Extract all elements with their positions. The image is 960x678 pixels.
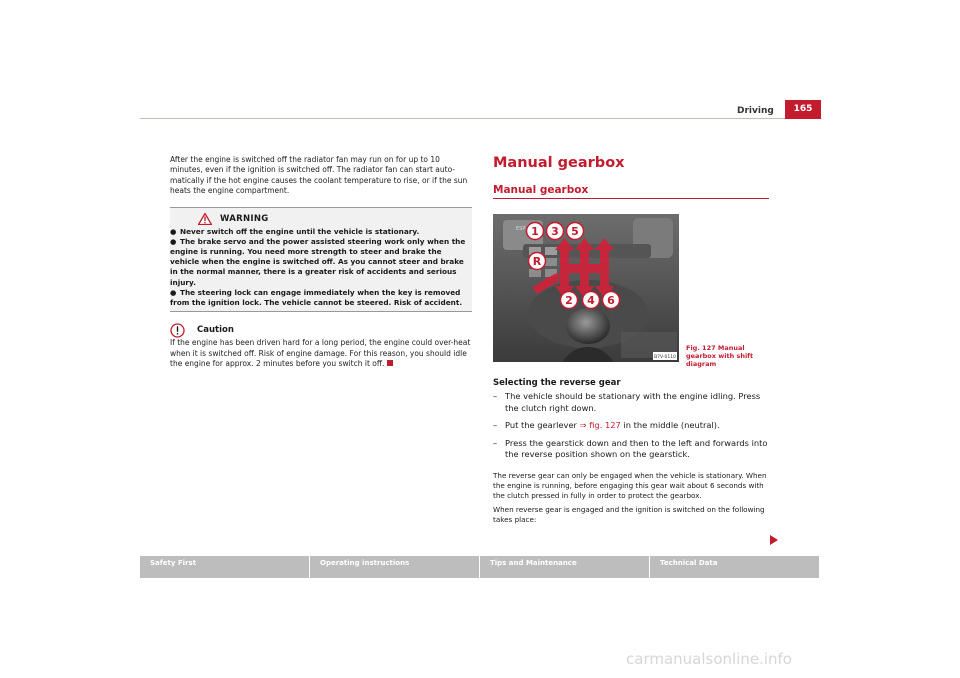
caution-title: Caution: [197, 325, 234, 336]
watermark: carmanualsonline.info: [626, 650, 792, 668]
tab-safety-first[interactable]: Safety First: [140, 556, 309, 578]
header-rule: [140, 118, 820, 119]
gear-label-2: 2: [565, 294, 573, 307]
gear-label-6: 6: [607, 294, 615, 307]
footer-nav: [140, 556, 820, 578]
warning-triangle-icon: [198, 213, 212, 225]
esp-label: ESP: [516, 226, 526, 232]
section-title: Manual gearbox: [493, 155, 625, 171]
right-column: [493, 155, 769, 199]
gearbox-illustration: [493, 214, 679, 362]
chapter-title: Driving: [737, 106, 774, 116]
warning-box: [170, 207, 472, 313]
figure-caption: Fig. 127 Manual gearbox with shift diagram: [686, 344, 754, 368]
warning-item: ● The brake servo and the power assisted steering work only when the engine is running. You need more strength to steer and brake the vehicle when the engine is switched off. As you cannot steer and brake in the normal manner, there is a greater risk of accidents and serious injury.: [170, 236, 466, 287]
warning-item: ● Never switch off the engine until the vehicle is stationary.: [170, 226, 420, 236]
subsection-title: Manual gearbox: [493, 184, 769, 199]
caution-text: If the engine has been driven hard for a long period, the engine could over-heat when it is switched off. Risk of engine damage. For this reason, you should idle the engine for approx. 2 minutes before you switch it off.: [170, 338, 471, 369]
gear-label-4: 4: [587, 294, 595, 307]
warning-title: WARNING: [220, 213, 269, 224]
procedure-step: – Press the gearstick down and then to the left and forwards into the reverse position shown on the gearstick.: [493, 437, 768, 459]
procedure-step: – The vehicle should be stationary with the engine idling. Press the clutch right down.: [493, 391, 761, 413]
procedure-section: [493, 378, 769, 525]
gear-label-r: R: [532, 255, 542, 268]
procedure-title: Selecting the reverse gear: [493, 378, 621, 388]
procedure-step: – Put the gearlever ⇒ fig. 127 in the middle (neutral).: [493, 420, 720, 430]
tab-operating-instructions[interactable]: Operating instructions: [310, 556, 479, 578]
caution-exclamation-icon: [170, 323, 185, 338]
gear-label-5: 5: [571, 225, 579, 238]
gear-label-1: 1: [531, 225, 539, 238]
warning-item: ● The steering lock can engage immediately when the key is removed from the ignition lock. The vehicle cannot be steered. Risk of accident.: [170, 287, 463, 308]
next-page-arrow-icon[interactable]: [770, 535, 778, 545]
page-number: 165: [785, 100, 821, 119]
caution-header: [170, 322, 472, 338]
tab-tips-maintenance[interactable]: Tips and Maintenance: [480, 556, 649, 578]
figure-reference-link[interactable]: ⇒ fig. 127: [579, 420, 621, 430]
gear-label-3: 3: [551, 225, 559, 238]
end-of-section-marker: [387, 360, 393, 366]
reverse-note-2: When reverse gear is engaged and the ignition is switched on the following takes place:: [493, 504, 765, 524]
left-column: [170, 155, 472, 369]
intro-paragraph: After the engine is switched off the radiator fan may run on for up to 10 minutes, even if the ignition is switched off. The radiator fan can start auto-matically if the hot engine causes the coolant temperature to rise, or if the sun heats the engine compartment.: [170, 155, 468, 196]
tab-technical-data[interactable]: Technical Data: [650, 556, 819, 578]
reverse-note: The reverse gear can only be engaged when the vehicle is stationary. When the engine is running, before engaging this gear wait about 6 seconds with the clutch pressed in fully in order to protect the gearbox.: [493, 470, 767, 500]
gearbox-figure: [493, 214, 679, 362]
figure-code: B7V-0110: [654, 355, 676, 360]
warning-header: [170, 211, 472, 227]
